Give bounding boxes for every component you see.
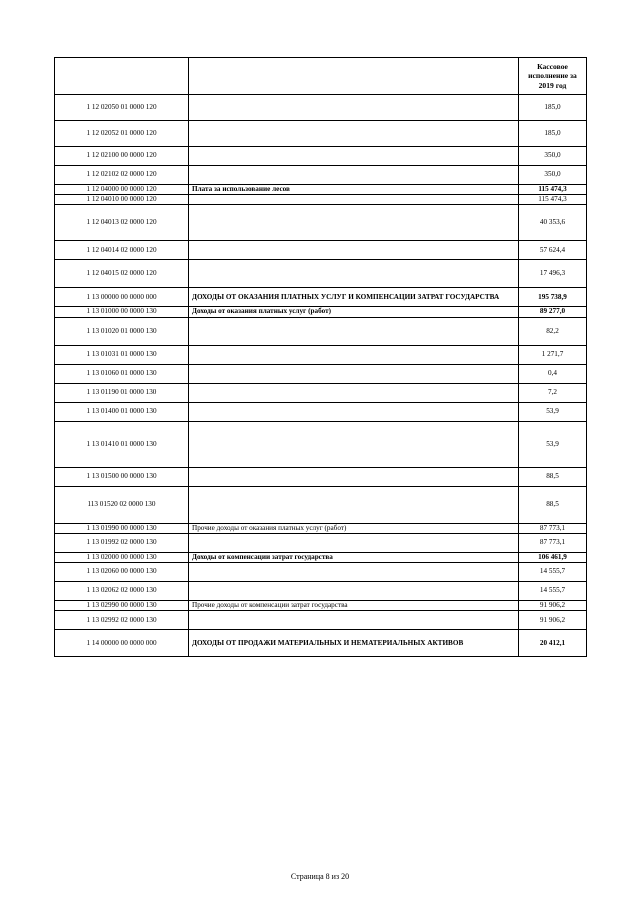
table-row (55, 402, 587, 421)
row-name (189, 205, 519, 241)
row-code: 1 12 04013 02 0000 120 (55, 205, 189, 241)
row-name (189, 383, 519, 402)
table-row (55, 383, 587, 402)
row-amount: 195 738,9 (519, 288, 587, 307)
row-name (189, 166, 519, 185)
row-amount: 14 555,7 (519, 563, 587, 582)
row-amount: 185,0 (519, 95, 587, 121)
row-amount: 40 353,6 (519, 205, 587, 241)
row-code: 113 01520 02 0000 130 (55, 486, 189, 523)
table-row (55, 630, 587, 657)
table-row (55, 166, 587, 185)
row-amount: 350,0 (519, 147, 587, 166)
page-number: Страница 8 из 20 (290, 872, 350, 881)
row-code: 1 13 02000 00 0000 130 (55, 552, 189, 562)
row-name: ДОХОДЫ ОТ ПРОДАЖИ МАТЕРИАЛЬНЫХ И НЕМАТЕРИАЛЬНЫХ АКТИВОВ (189, 630, 519, 657)
row-name: Прочие доходы от оказания платных услуг (работ) (189, 523, 519, 533)
row-amount: 17 496,3 (519, 260, 587, 288)
row-name (189, 611, 519, 630)
row-name: Прочие доходы от компенсации затрат государства (189, 601, 519, 611)
table-row (55, 467, 587, 486)
row-code: 1 12 04010 00 0000 120 (55, 195, 189, 205)
header-code (55, 58, 189, 95)
header-name (189, 58, 519, 95)
row-name (189, 317, 519, 345)
row-amount: 0,4 (519, 364, 587, 383)
table-row (55, 601, 587, 611)
table-row (55, 523, 587, 533)
row-amount: 185,0 (519, 121, 587, 147)
row-amount: 88,5 (519, 486, 587, 523)
row-amount: 53,9 (519, 402, 587, 421)
row-code: 1 12 04015 02 0000 120 (55, 260, 189, 288)
row-code: 1 13 01990 00 0000 130 (55, 523, 189, 533)
table-row (55, 317, 587, 345)
row-code: 1 13 01060 01 0000 130 (55, 364, 189, 383)
row-name (189, 402, 519, 421)
table-row (55, 288, 587, 307)
row-amount: 14 555,7 (519, 582, 587, 601)
row-code: 1 13 02060 00 0000 130 (55, 563, 189, 582)
table-row (55, 195, 587, 205)
row-code: 1 13 02990 00 0000 130 (55, 601, 189, 611)
row-name (189, 582, 519, 601)
table-row (55, 421, 587, 467)
row-code: 1 12 04000 00 0000 120 (55, 185, 189, 195)
row-amount: 7,2 (519, 383, 587, 402)
row-name: Доходы от компенсации затрат государства (189, 552, 519, 562)
row-amount: 106 461,9 (519, 552, 587, 562)
row-amount: 115 474,3 (519, 195, 587, 205)
row-name (189, 533, 519, 552)
table-row (55, 147, 587, 166)
table-row (55, 486, 587, 523)
row-code: 1 13 01992 02 0000 130 (55, 533, 189, 552)
table-body (55, 95, 587, 657)
row-name (189, 95, 519, 121)
row-name (189, 195, 519, 205)
table-row (55, 552, 587, 562)
row-code: 1 13 01400 01 0000 130 (55, 402, 189, 421)
row-name (189, 563, 519, 582)
row-code: 1 14 00000 00 0000 000 (55, 630, 189, 657)
row-code: 1 12 02052 01 0000 120 (55, 121, 189, 147)
row-name (189, 486, 519, 523)
row-name (189, 147, 519, 166)
table-row (55, 345, 587, 364)
table-row (55, 95, 587, 121)
row-amount: 88,5 (519, 467, 587, 486)
row-name: ДОХОДЫ ОТ ОКАЗАНИЯ ПЛАТНЫХ УСЛУГ И КОМПЕНСАЦИИ ЗАТРАТ ГОСУДАРСТВА (189, 288, 519, 307)
row-name (189, 260, 519, 288)
table-row (55, 185, 587, 195)
row-name (189, 364, 519, 383)
row-amount: 91 906,2 (519, 601, 587, 611)
row-code: 1 12 02050 01 0000 120 (55, 95, 189, 121)
table-row (55, 582, 587, 601)
row-amount: 82,2 (519, 317, 587, 345)
row-amount: 115 474,3 (519, 185, 587, 195)
row-name (189, 345, 519, 364)
row-amount: 1 271,7 (519, 345, 587, 364)
row-code: 1 13 01190 01 0000 130 (55, 383, 189, 402)
row-code: 1 13 02062 02 0000 130 (55, 582, 189, 601)
table-row (55, 611, 587, 630)
table-row (55, 260, 587, 288)
table-row (55, 307, 587, 317)
table-row (55, 121, 587, 147)
table-header-row (55, 58, 587, 95)
row-code: 1 13 01500 00 0000 130 (55, 467, 189, 486)
row-name: Доходы от оказания платных услуг (работ) (189, 307, 519, 317)
revenue-table (54, 57, 587, 657)
row-amount: 350,0 (519, 166, 587, 185)
row-code: 1 13 01020 01 0000 130 (55, 317, 189, 345)
row-amount: 87 773,1 (519, 523, 587, 533)
table-row (55, 241, 587, 260)
row-code: 1 13 01000 00 0000 130 (55, 307, 189, 317)
row-amount: 53,9 (519, 421, 587, 467)
row-name (189, 241, 519, 260)
table-row (55, 205, 587, 241)
row-code: 1 12 02100 00 0000 120 (55, 147, 189, 166)
row-amount: 91 906,2 (519, 611, 587, 630)
row-code: 1 13 00000 00 0000 000 (55, 288, 189, 307)
table-row (55, 533, 587, 552)
row-code: 1 13 02992 02 0000 130 (55, 611, 189, 630)
row-code: 1 13 01410 01 0000 130 (55, 421, 189, 467)
row-name: Плата за использование лесов (189, 185, 519, 195)
row-amount: 89 277,0 (519, 307, 587, 317)
table-row (55, 563, 587, 582)
row-name (189, 121, 519, 147)
row-amount: 20 412,1 (519, 630, 587, 657)
row-code: 1 12 04014 02 0000 120 (55, 241, 189, 260)
row-name (189, 467, 519, 486)
row-code: 1 12 02102 02 0000 120 (55, 166, 189, 185)
row-amount: 87 773,1 (519, 533, 587, 552)
row-amount: 57 624,4 (519, 241, 587, 260)
row-code: 1 13 01031 01 0000 130 (55, 345, 189, 364)
table-row (55, 364, 587, 383)
row-name (189, 421, 519, 467)
header-amount: Кассовое исполнение за 2019 год (519, 58, 587, 95)
